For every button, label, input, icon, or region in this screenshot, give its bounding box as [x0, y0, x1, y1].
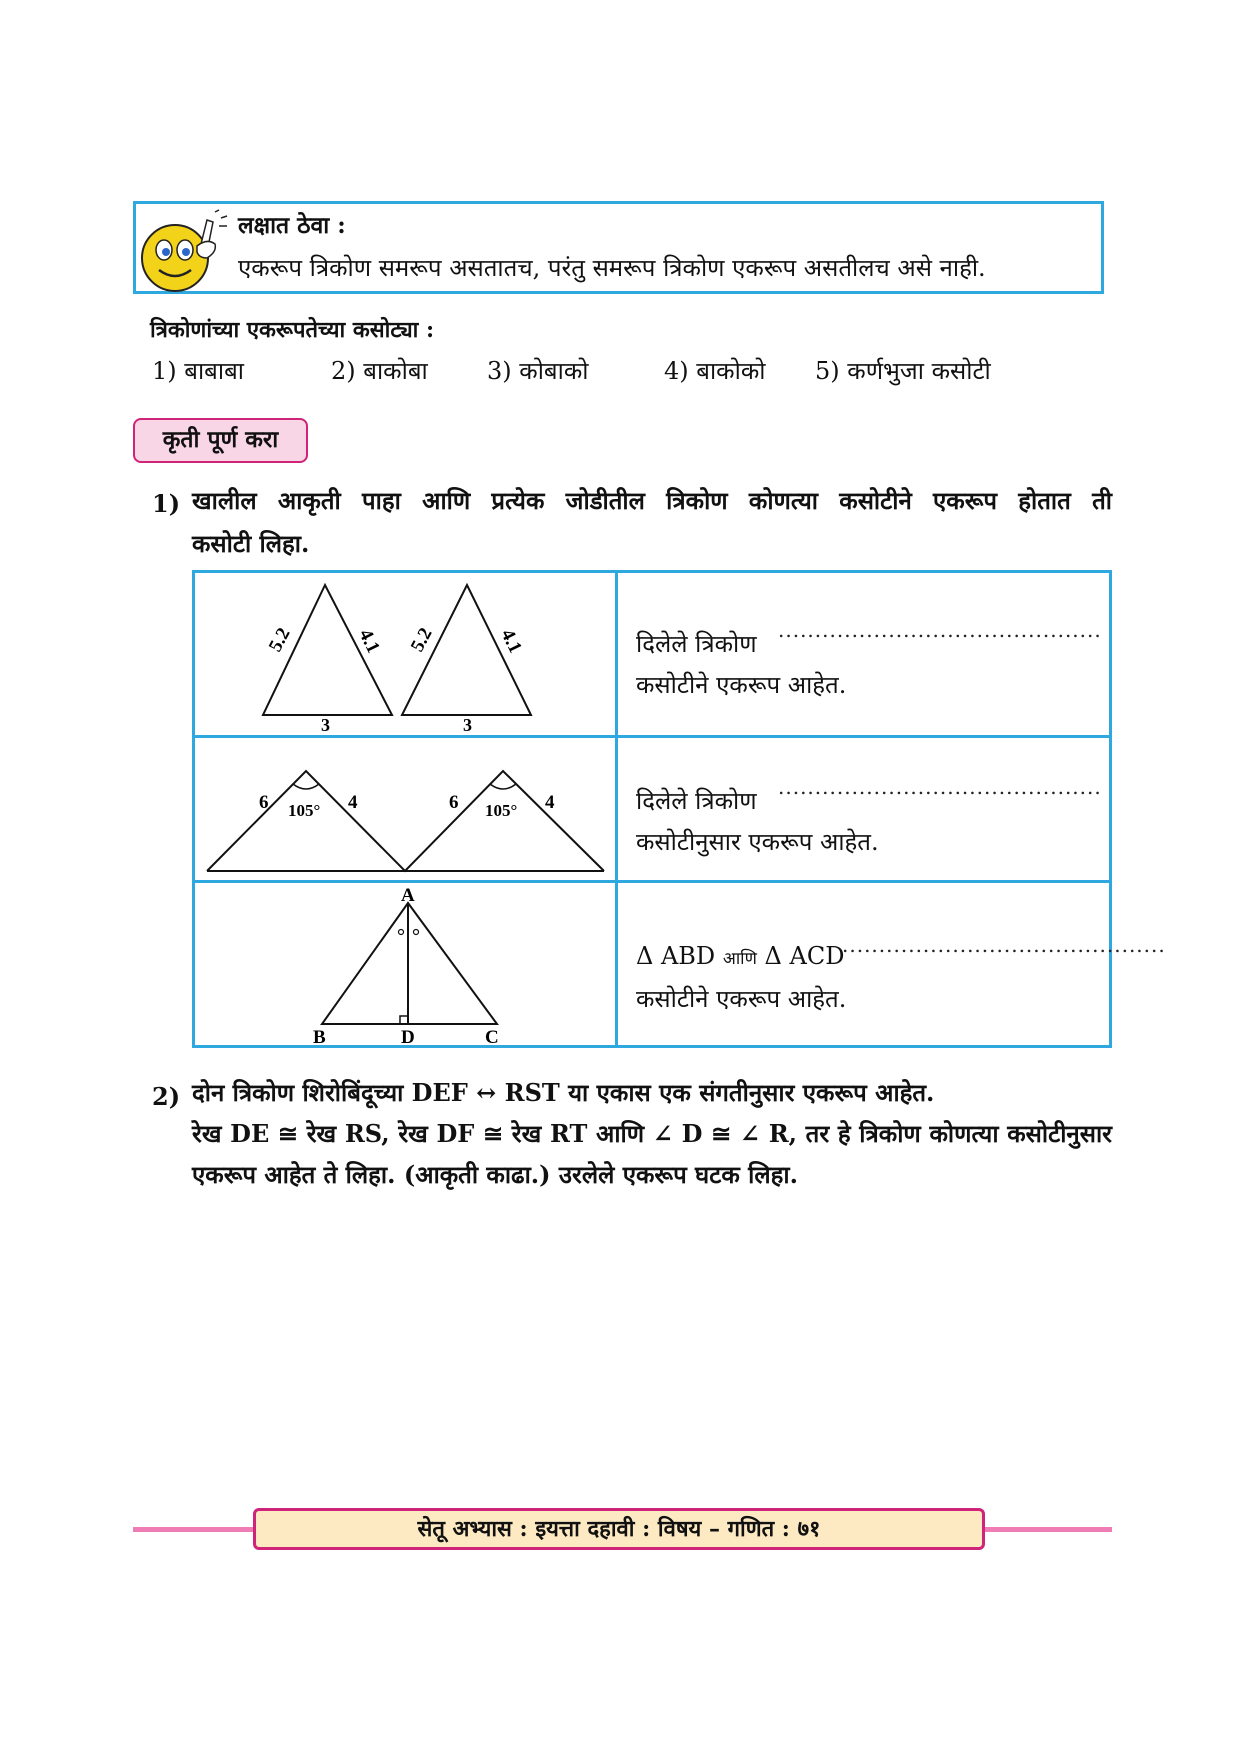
q1-line1: खालील आकृती पाहा आणि प्रत्येक जोडीतील त्रिकोण कोणत्या कसोटीने एकरूप होतात ती — [192, 486, 1112, 515]
row3-answer-blank: ............................................ — [842, 933, 1166, 957]
conjunction: आणि — [722, 949, 757, 969]
angle-mark — [414, 930, 419, 935]
row1-answer-blank: ............................................ — [778, 618, 1102, 642]
row2-text-a: दिलेले त्रिकोण — [636, 787, 757, 815]
side-label: 4 — [348, 792, 358, 813]
row2-text-b: कसोटीनुसार एकरूप आहेत. — [636, 828, 879, 856]
triangle-pair — [207, 771, 604, 871]
q2-line1: दोन त्रिकोण शिरोबिंदूच्या DEF ↔ RST या एकास एक संगतीनुसार एकरूप आहेत. — [192, 1078, 935, 1107]
side-label: 6 — [259, 792, 269, 813]
note-text: एकरूप त्रिकोण समरूप असतातच, परंतु समरूप त्रिकोण एकरूप असतीलच असे नाही. — [238, 254, 986, 282]
footer-label: सेतू अभ्यास : इयत्ता दहावी : विषय – गणित : ७१ — [253, 1508, 985, 1550]
row3-text-a — [636, 942, 844, 970]
base-label: 3 — [463, 715, 472, 735]
activity-tag: कृती पूर्ण करा — [133, 418, 308, 463]
vertex-label-d: D — [401, 1027, 415, 1048]
footer-rule-left — [133, 1527, 258, 1532]
test-item-1: 1) बाबाबा — [152, 357, 245, 385]
q1-number: 1) — [152, 489, 181, 518]
side-label: 4.1 — [354, 625, 384, 657]
side-label: 5.2 — [406, 624, 437, 656]
test-item-2: 2) बाकोबा — [331, 357, 428, 385]
angle-label: 105° — [288, 801, 321, 820]
tests-heading: त्रिकोणांच्या एकरूपतेच्या कसोट्या : — [150, 317, 435, 343]
figure-angle-bisector-triangle — [195, 883, 613, 1048]
angle-label: 105° — [485, 801, 518, 820]
vertex-label-a: A — [401, 885, 415, 906]
side-label: 4.1 — [496, 625, 526, 657]
row1-text-b: कसोटीने एकरूप आहेत. — [636, 671, 847, 699]
test-item-4: 4) बाकोको — [664, 357, 766, 385]
vertex-label-c: C — [485, 1027, 499, 1048]
side-label: 4 — [545, 792, 555, 813]
figure-sas-triangles — [195, 738, 613, 878]
angle-arc — [293, 784, 319, 789]
q2-number: 2) — [152, 1082, 181, 1111]
footer-rule-right — [982, 1527, 1112, 1532]
triangle-acd: Δ ACD — [764, 942, 845, 970]
triangle-abd: Δ ABD — [636, 942, 716, 970]
smiley-thinking-icon — [135, 208, 235, 296]
side-label: 5.2 — [264, 624, 295, 656]
test-item-3: 3) कोबाको — [487, 357, 589, 385]
q1-line2: कसोटी लिहा. — [192, 529, 310, 558]
right-angle-mark — [400, 1016, 408, 1024]
q2-line3: एकरूप आहेत ते लिहा. (आकृती काढा.) उरलेले एकरूप घटक लिहा. — [192, 1160, 798, 1189]
row1-text-a: दिलेले त्रिकोण — [636, 630, 757, 658]
row3-text-b: कसोटीने एकरूप आहेत. — [636, 985, 847, 1013]
vertex-label-b: B — [313, 1027, 326, 1048]
q2-line2: रेख DE ≅ रेख RS, रेख DF ≅ रेख RT आणि ∠ D ≅ ∠ R, तर हे त्रिकोण कोणत्या कसोटीनुसार — [192, 1119, 1112, 1148]
row2-answer-blank: ............................................ — [778, 775, 1102, 799]
figure-sss-triangles — [195, 573, 613, 733]
angle-arc — [490, 784, 516, 789]
triangle-abc — [322, 903, 497, 1024]
test-item-5: 5) कर्णभुजा कसोटी — [815, 357, 991, 385]
angle-mark — [399, 930, 404, 935]
side-label: 6 — [449, 792, 459, 813]
table-divider — [615, 570, 618, 1048]
note-title: लक्षात ठेवा : — [238, 212, 346, 239]
base-label: 3 — [321, 715, 330, 735]
